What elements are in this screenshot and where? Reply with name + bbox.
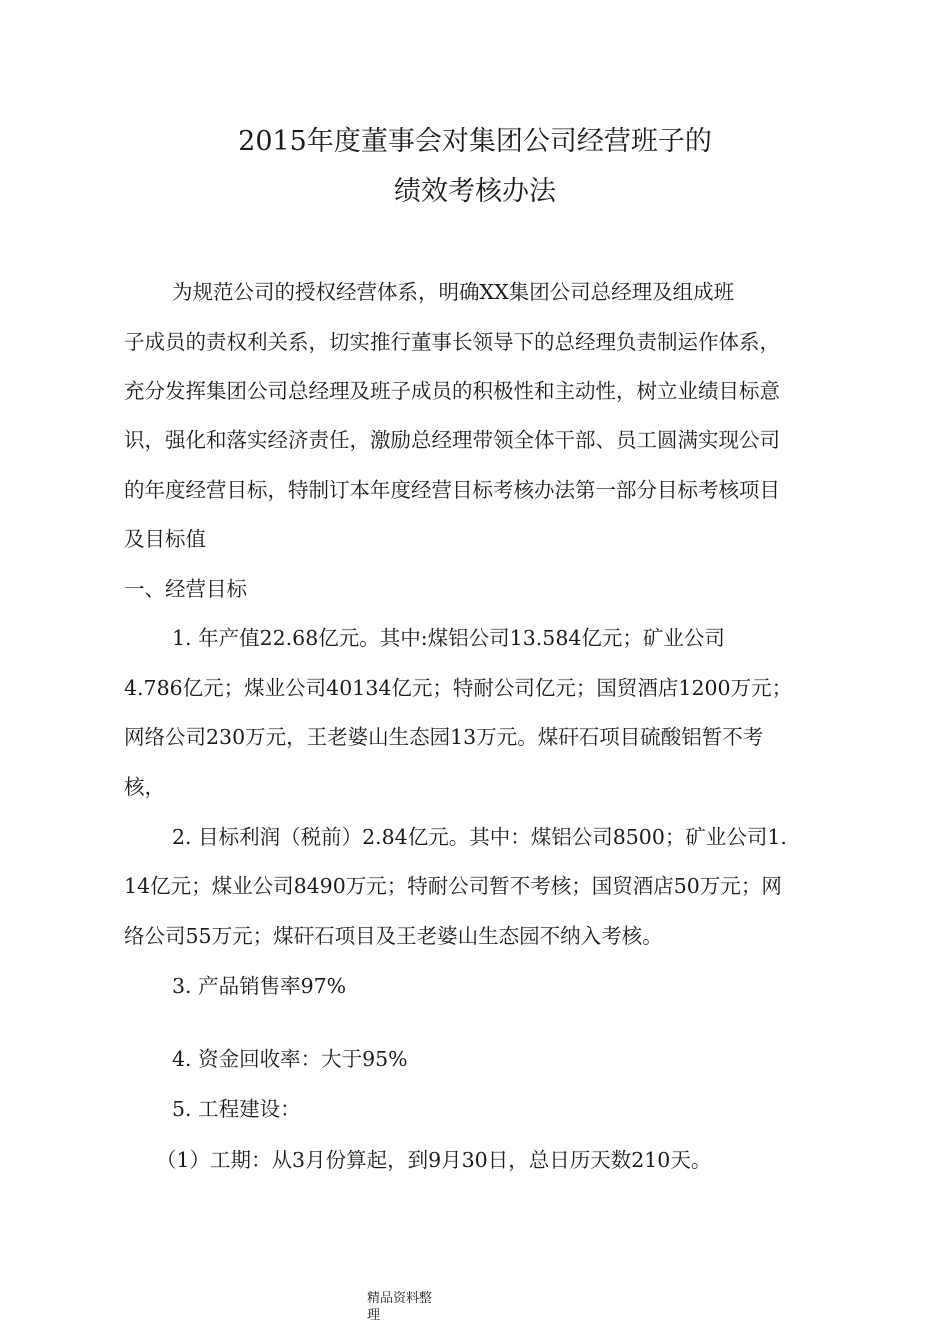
intro-line-2: 子成员的责权利关系，切实推行董事长领导下的总经理负责制运作体系，: [124, 330, 780, 354]
item1-line-1: 1. 年产值22.68亿元。其中:煤铝公司13.584亿元；矿业公司: [172, 626, 725, 650]
item5-sub1-line: （1）工期：从3月份算起，到9月30日，总日历天数210天。: [156, 1148, 712, 1172]
document-title-line2: 绩效考核办法: [394, 176, 556, 207]
item1-line-3: 网络公司230万元，王老婆山生态园13万元。煤矸石项目硫酸铝暂不考: [124, 725, 764, 749]
item2-line-2: 14亿元；煤业公司8490万元；特耐公司暂不考核；国贸酒店50万元；网: [124, 874, 782, 898]
item4-line: 4. 资金回收率：大于95%: [172, 1047, 408, 1071]
document-title-line1: 2015年度董事会对集团公司经营班子的: [238, 126, 712, 157]
intro-line-3: 充分发挥集团公司总经理及班子成员的积极性和主动性，树立业绩目标意: [124, 379, 780, 403]
item2-line-1: 2. 目标利润（税前）2.84亿元。其中：煤铝公司8500；矿业公司1.: [172, 825, 787, 849]
item5-line: 5. 工程建设：: [172, 1097, 301, 1121]
section-heading: 一、经营目标: [124, 577, 247, 601]
item1-line-2: 4.786亿元；煤业公司40134亿元；特耐公司亿元；国贸酒店1200万元；: [124, 676, 793, 700]
intro-line-6: 及目标值: [124, 527, 206, 551]
footer-text-line1: 精品资料整: [367, 1291, 433, 1306]
intro-line-4: 识，强化和落实经济责任，激励总经理带领全体干部、员工圆满实现公司: [124, 428, 780, 452]
item2-line-3: 络公司55万元；煤矸石项目及王老婆山生态园不纳入考核。: [124, 924, 663, 948]
intro-line-1: 为规范公司的授权经营体系，明确XX集团公司总经理及组成班: [172, 280, 735, 304]
footer-text-line2: 理: [367, 1308, 381, 1323]
item3-line: 3. 产品销售率97%: [172, 974, 347, 998]
intro-line-5: 的年度经营目标，特制订本年度经营目标考核办法第一部分目标考核项目: [124, 478, 780, 502]
item1-line-4: 核，: [124, 775, 165, 799]
